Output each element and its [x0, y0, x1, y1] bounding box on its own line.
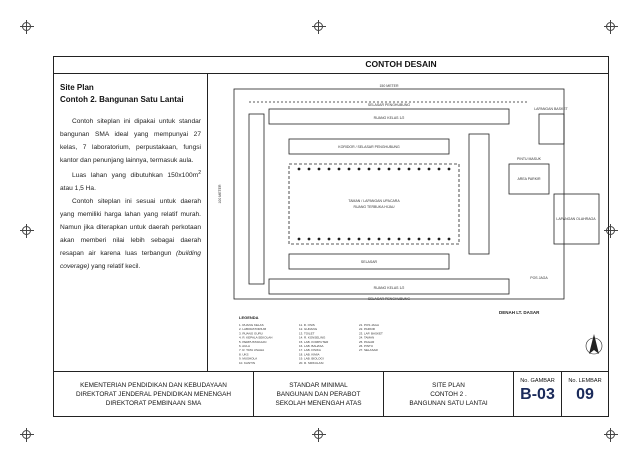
institution-line-2: DIREKTORAT JENDERAL PENDIDIKAN MENENGAH — [76, 391, 231, 398]
legend-item: 11. R. OSIS — [299, 323, 315, 327]
legend-item: 22. PARKIR — [359, 327, 375, 332]
crop-mark-top-left — [20, 20, 34, 34]
paragraph-1: Contoh siteplan ini dipakai untuk standar bangunan SMA ideal yang mempunyai 27 kelas, 7 laboratorium, perpustakaan, fungsi kantor dan penunjang lainnya, termasuk aula. — [60, 118, 201, 164]
legend-item: 17. LAB. FISIKA — [299, 348, 321, 353]
legend-item: 10. KANTIN — [239, 360, 256, 365]
drawing-number-label: No. GAMBAR — [520, 378, 555, 384]
crop-mark-bottom-left — [20, 428, 34, 442]
drawing-line-2: CONTOH 2 . — [430, 391, 467, 398]
legend-item: 5. PERPUSTAKAAN — [239, 339, 267, 344]
section-subtitle: Contoh 2. Bangunan Satu Lantai — [60, 95, 184, 104]
sheet-number-cell — [562, 372, 608, 417]
court-label-text: TAMAN / LAPANGAN UPACARA — [348, 199, 400, 203]
legend-item: 15. LAB. KOMPUTER — [299, 339, 329, 344]
institution-line-1: KEMENTERIAN PENDIDIKAN DAN KEBUDAYAAN — [80, 382, 227, 389]
legend-item: 23. LAP. BASKET — [359, 331, 383, 336]
denah-label: DENAH LT. DASAR — [499, 310, 540, 315]
paragraph-3: Contoh siteplan ini sesuai untuk daerah yang memiliki harga lahan yang relatif murah. Namun jika diterapkan untuk daerah perkotaan akan memberi nilai lebih sebagai daerah resapan air karena luas terbangun (building coverage) yang relatif kecil. — [60, 198, 201, 271]
legend-item: 7. R. TATA USAHA — [239, 348, 265, 353]
legend-item: 20. R. SIRKULASI — [299, 360, 324, 365]
legend-item: 3. RUANG GURU — [239, 331, 263, 336]
drawing-number: B-03 — [520, 386, 555, 403]
legend-item: 18. LAB. KIMIA — [299, 352, 320, 357]
guard-post-text: POS JAGA — [530, 276, 548, 280]
legend-item: 19. LAB. BIOLOGI — [299, 356, 324, 361]
legend-item: 9. MUSHOLA — [239, 356, 258, 361]
legend-item: 6. AULA — [239, 344, 251, 348]
sheet-number-label: No. LEMBAR — [568, 378, 602, 384]
drawing-line-3: BANGUNAN SATU LANTAI — [409, 400, 488, 407]
institution-cell — [54, 372, 254, 417]
top-dim-text: 150 METER — [379, 84, 399, 88]
standard-cell — [254, 372, 384, 417]
crop-mark-bottom-right — [604, 428, 618, 442]
site-plan-drawing — [209, 74, 608, 371]
legend-item: 27. SELASAR — [359, 348, 378, 353]
legend-item: 8. UKS — [239, 352, 249, 357]
top-row-text: RUANG KELAS 1/2 — [373, 116, 405, 120]
crop-mark-bottom-center — [312, 428, 326, 442]
drawing-sheet — [53, 56, 609, 417]
drawing-number-cell — [514, 372, 562, 417]
section-title: Site Plan — [60, 83, 94, 92]
side-dim-text: 100 METER — [218, 184, 222, 204]
description-column — [54, 74, 208, 371]
court-sub-text: RUANG TERBUKA HIJAU — [353, 205, 395, 209]
legend-item: 26. PINTU — [359, 344, 374, 348]
paragraph-2: Luas lahan yang dibutuhkan $150x100m^2$ atau 1,5 Ha. — [60, 170, 201, 193]
legend-item: 14. R. KONSELING — [299, 335, 326, 340]
legend-title: LEGENDA — [239, 315, 259, 320]
central-courtyard — [289, 164, 459, 244]
legend-item: 24. TAMAN — [359, 335, 375, 340]
parking-label-text: AREA PARKIR — [517, 177, 541, 181]
mid-label-text: KORIDOR / SELASAR PENGHUBUNG — [338, 145, 400, 149]
legend-item: 13. TOILET — [299, 331, 315, 336]
standard-line-2: BANGUNAN DAN PERABOT — [276, 391, 361, 398]
crop-mark-top-center — [312, 20, 326, 34]
drawing-title-cell — [384, 372, 514, 417]
standard-line-3: SEKOLAH MENENGAH ATAS — [275, 400, 362, 407]
entrance-label-text: PINTU MASUK — [517, 157, 541, 161]
legend-item: 25. PAGAR — [359, 339, 375, 344]
legend-item: 2. LABORATORIUM — [239, 327, 267, 332]
right-block — [469, 134, 489, 254]
crop-mark-top-right — [604, 20, 618, 34]
legend-item: 16. LAB. BAHASA — [299, 344, 324, 348]
site-plan-svg — [209, 74, 608, 371]
basket-court — [539, 114, 564, 144]
institution-line-3: DIREKTORAT PEMBINAAN SMA — [105, 400, 202, 407]
sheet-title: CONTOH DESAIN — [365, 59, 437, 69]
standard-line-1: STANDAR MINIMAL — [289, 382, 348, 389]
left-room-column — [249, 114, 264, 284]
header-band — [54, 57, 608, 74]
lower-label-text: SELASAR — [360, 260, 378, 264]
bottom-row-text: RUANG KELAS 1/2 — [373, 286, 405, 290]
basket-label-text: LAPANGAN BASKET — [534, 107, 568, 111]
crop-mark-mid-left — [20, 224, 34, 238]
legend-item: 4. R. KEPALA SEKOLAH — [239, 335, 273, 340]
legend-item: 12. GUDANG — [299, 327, 318, 332]
top-corridor-text: SELASAR PENGHUBUNG — [367, 103, 411, 107]
legend-item: 21. POS JAGA — [359, 323, 380, 327]
field-label-text: LAPANGAN OLAHRAGA — [556, 217, 596, 221]
sheet-number: 09 — [576, 386, 594, 403]
bottom-corridor-text: SELASAR PENGHUBUNG — [367, 297, 411, 301]
title-block — [54, 371, 608, 416]
legend-item: 1. RUANG KELAS — [239, 323, 264, 327]
north-arrow-icon — [586, 334, 602, 354]
drawing-line-1: SITE PLAN — [432, 382, 465, 389]
